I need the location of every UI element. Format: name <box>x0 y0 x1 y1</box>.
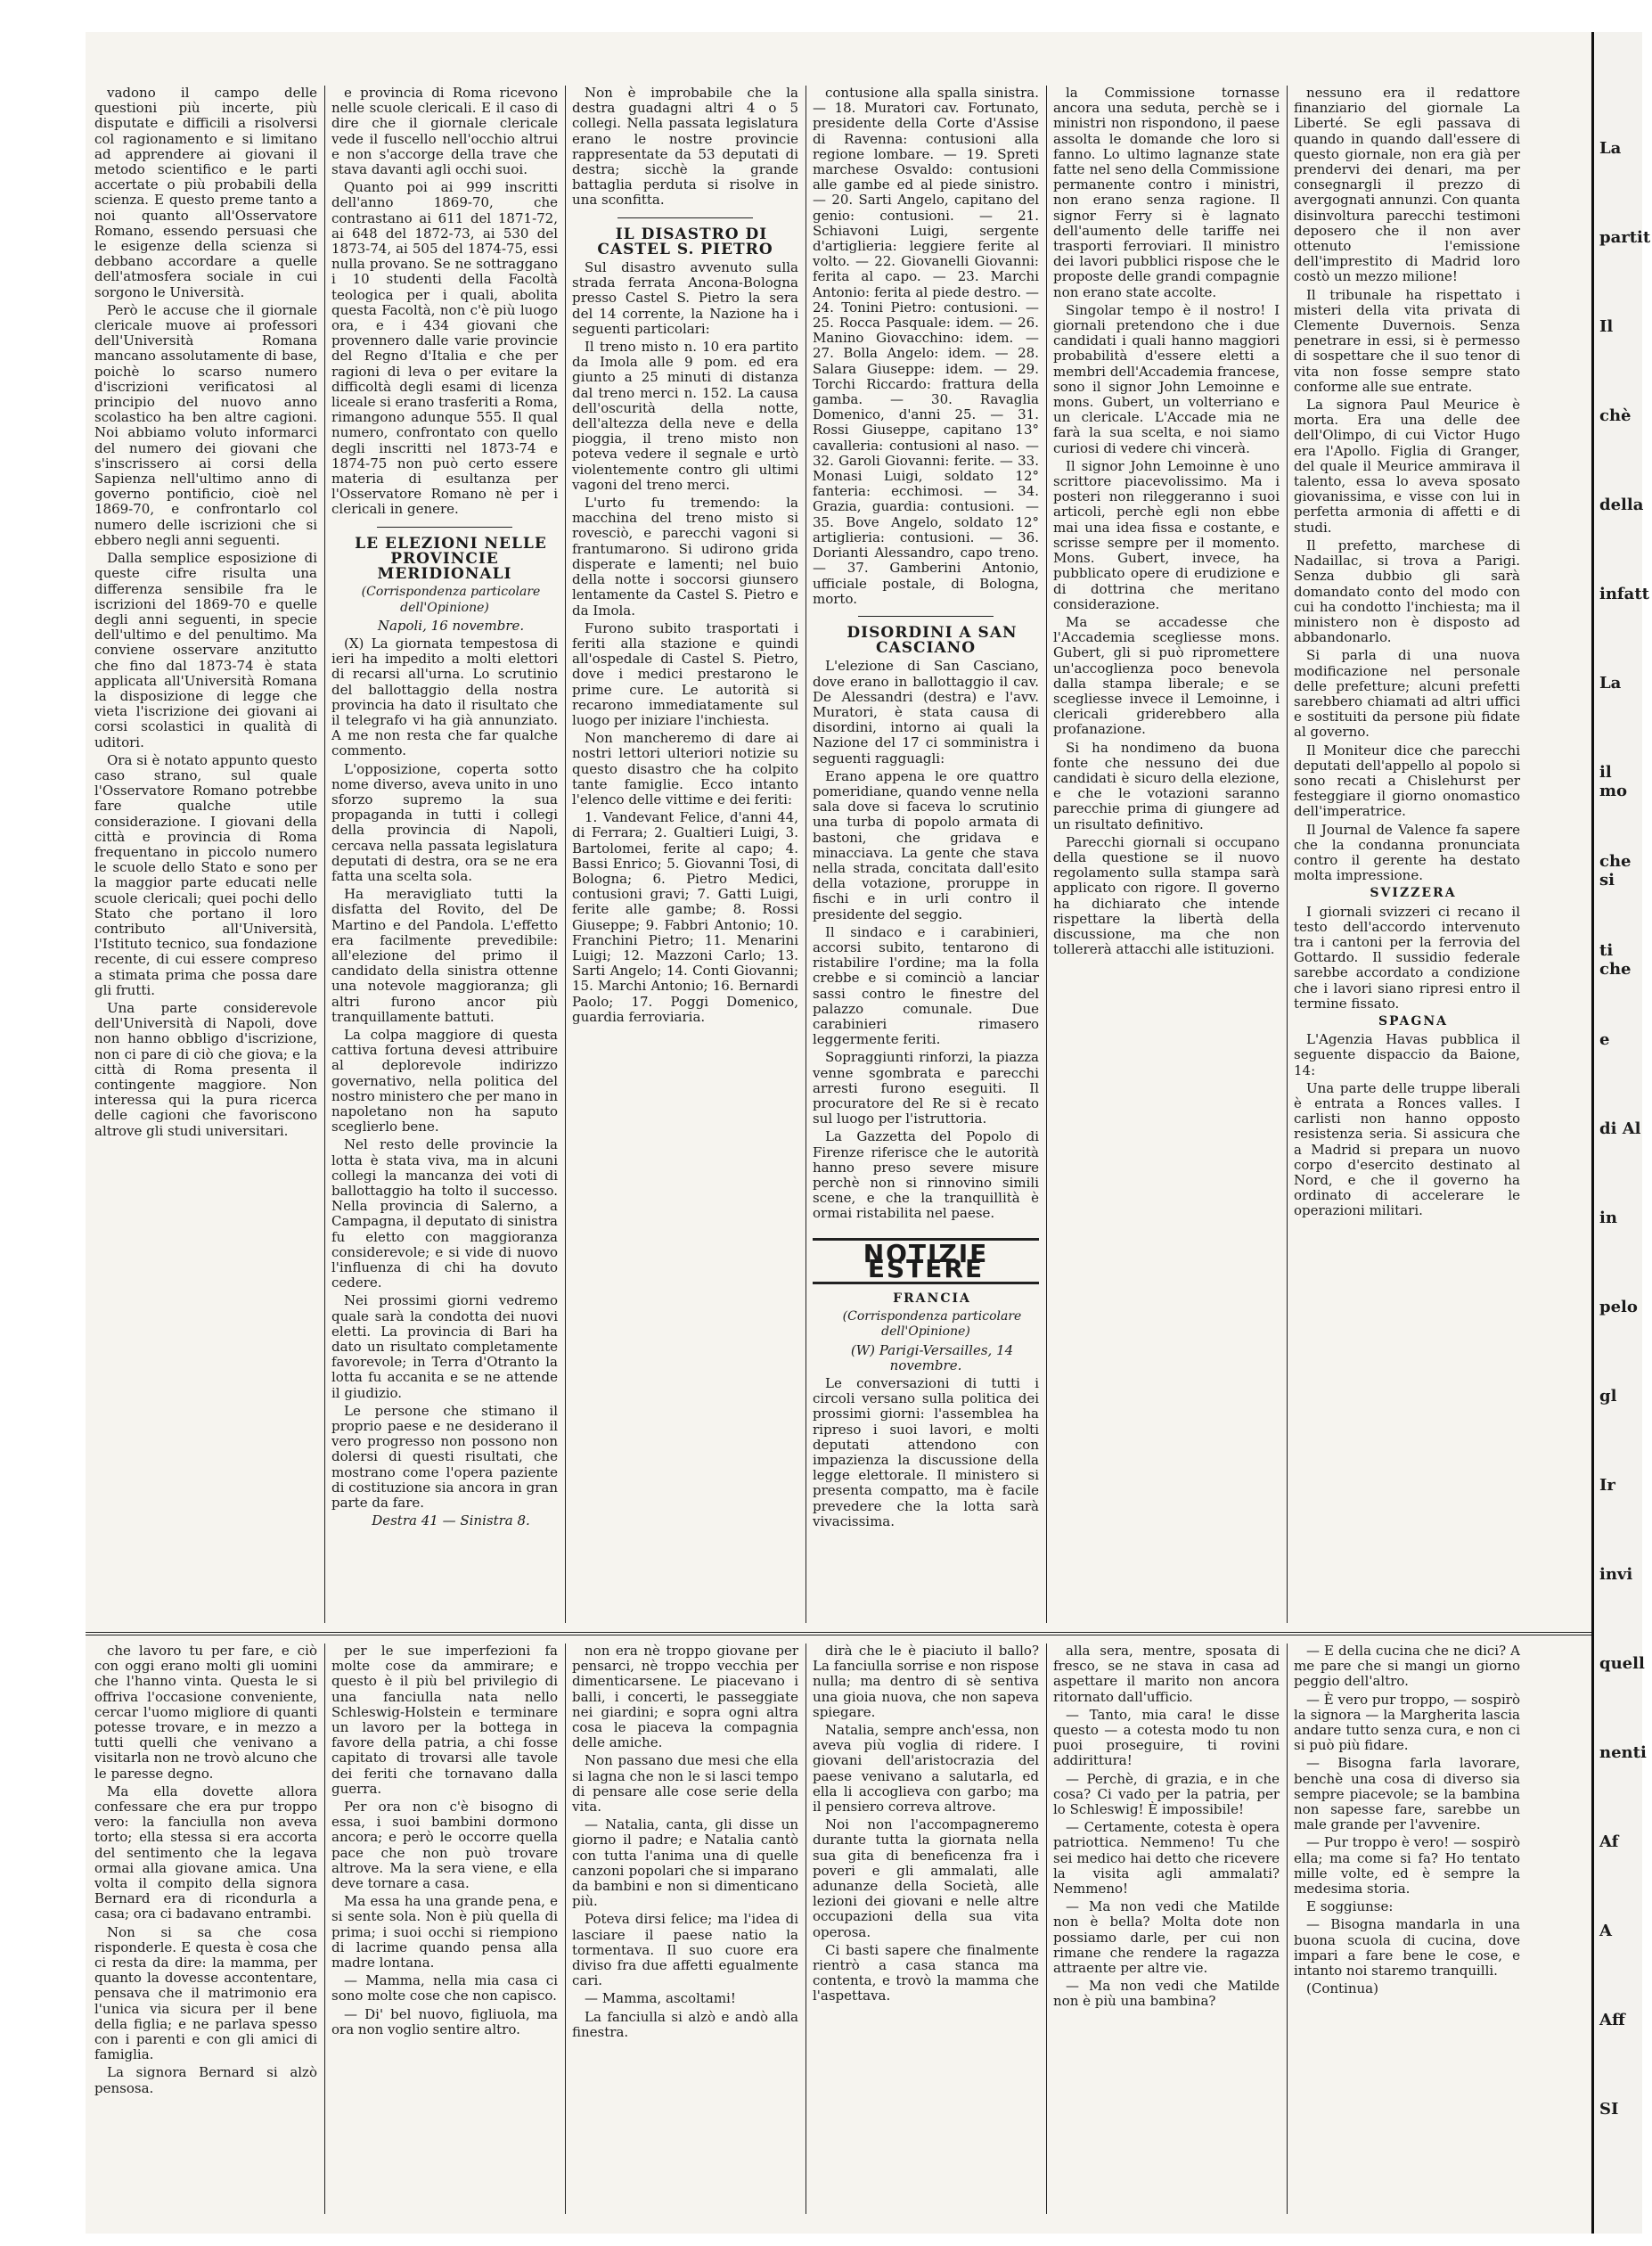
adjacent-page-fragment: invi <box>1599 1565 1633 1584</box>
adjacent-page-fragment: Aff <box>1599 2011 1625 2029</box>
story-paragraph: E soggiunse: <box>1306 1898 1394 1915</box>
adjacent-page-fragment: La <box>1599 674 1622 693</box>
article-paragraph: Sul disastro avvenuto sulla strada ferrata Ancona-Bologna presso Castel S. Pietro la sera del 14 corrente, la Nazione ha i seguenti particolari: <box>572 259 798 337</box>
story-paragraph: per le sue imperfezioni fa molte cose da ammirare; e questo è il più bel privilegio di una fanciulla nata nello Schleswig-Holstein e terminare un lavoro per la bottega in favore della patria, a chi fosse capitato di trovarsi alle tavole dei feriti che tornavano dalla guerra. <box>331 1643 558 1797</box>
feuilleton-column-1 <box>94 1644 317 2214</box>
adjacent-page-fragment: quell <box>1599 1654 1645 1673</box>
column-6 <box>1294 86 1520 1623</box>
story-paragraph: alla sera, mentre, sposata di fresco, se ne stava in casa ad aspettare il marito non ancora ritornato dall'ufficio. <box>1053 1643 1280 1705</box>
country-heading: SVIZZERA <box>1370 886 1457 901</box>
article-paragraph: La colpa maggiore di questa cattiva fortuna devesi attribuire al deplorevole indirizzo governativo, nella politica del nostro ministero che per mano in napoletano non ha saputo sceglierlo bene. <box>331 1026 558 1135</box>
adjacent-page-fragment: La <box>1599 139 1622 158</box>
article-paragraph: I giornali svizzeri ci recano il testo dell'accordo intervenuto tra i cantoni per la ferrovia del Gottardo. Il sussidio federale sarebbe accordato a condizione che i lavori siano ripresi entro il termine fissato. <box>1294 903 1520 1012</box>
section-divider <box>858 616 994 617</box>
article-paragraph: Il signor John Lemoinne è uno scrittore piacevolissimo. Ma i posteri non rileggeranno i suoi articoli, perchè egli non ebbe mai una idea fissa e costante, e scrisse sempre per il momento. Mons. Gubert, invece, ha pubblicato opere di erudizione e di dottrina che meritano considerazione. <box>1053 457 1280 612</box>
article-paragraph: Si ha nondimeno da buona fonte che nessuno dei due candidati è sicuro della elezione, e che le votazioni saranno parecchie prima di giungere ad un risultato definitivo. <box>1053 739 1280 832</box>
adjacent-page-fragment: della <box>1599 496 1644 514</box>
feuilleton-column-4 <box>813 1644 1039 2214</box>
column-rule <box>324 1644 325 2214</box>
article-paragraph: Nel resto delle provincie la lotta è stata viva, ma in alcuni collegi la mancanza dei voti di ballottaggio ha tolto il successo. Nella provincia di Salerno, a Campagna, il deputato di sinistra fu eletto con maggioranza considerevole; e si vide di nuovo l'influenza di chi ha dovuto cedere. <box>331 1136 558 1291</box>
adjacent-page-fragment: che si <box>1599 852 1632 889</box>
story-paragraph: — Natalia, canta, gli disse un giorno il padre; e Natalia cantò con tutta l'anima una di quelle canzoni popolari che si imparano da bambini e non si dimenticano più. <box>572 1816 798 1910</box>
article-paragraph: Non mancheremo di dare ai nostri lettori ulteriori notizie su questo disastro che ha colpito tante famiglie. Ecco intanto l'elenco delle vittime e dei feriti: <box>572 730 798 807</box>
story-paragraph: — Mamma, nella mia casa ci sono molte cose che non capisco. <box>331 1972 558 2004</box>
article-paragraph: Si parla di una nuova modificazione nel personale delle prefetture; alcuni prefetti sarebbero chiamati ad altri uffici e sostituiti da persone più fidate al governo. <box>1294 647 1520 741</box>
article-paragraph: Il sindaco e i carabinieri, accorsi subito, tentarono di ristabilire l'ordine; ma la folla crebbe e si cominciò a lanciar sassi contro le finestre del palazzo comunale. Due carabinieri rimasero leggermente feriti. <box>813 923 1039 1048</box>
article-headline: DISORDINI A SAN CASCIANO <box>846 623 1018 658</box>
adjacent-page-fragment: partit <box>1599 228 1651 247</box>
article-subhead: (Corrispondenza particolare dell'Opinione) <box>842 1309 1022 1340</box>
column-4 <box>813 86 1039 1623</box>
article-paragraph: Una parte considerevole dell'Università di Napoli, dove non hanno obbligo d'iscrizione, non ci pare di ciò che giova; e la città di Roma presenta il contingente maggiore. Non interessa qui la pura ricerca delle cagioni che favoriscono altrove gli studi universitari. <box>94 999 317 1139</box>
story-paragraph: Natalia, sempre anch'essa, non aveva più voglia di ridere. I giovani dell'aristocrazia del paese venivano a salutarla, ed ella li accoglieva con garbo; ma il pensiero correva altrove. <box>813 1722 1039 1816</box>
story-paragraph: Noi non l'accompagneremo durante tutta la giornata nella sua gita di beneficenza fra i poveri e gli ammalati, alle adunanze della Società, alle lezioni dei giovani e nelle altre occupazioni della sua vita operosa. <box>813 1816 1039 1940</box>
article-paragraph: Le persone che stimano il proprio paese e ne desiderano il vero progresso non possono non dolersi di questi risultati, che mostrano come l'opera paziente di costituzione sia ancora in gran parte da fare. <box>331 1402 558 1512</box>
adjacent-page-fragment: gl <box>1599 1387 1617 1406</box>
adjacent-page-fragment: Il <box>1599 317 1614 336</box>
story-paragraph: che lavoro tu per fare, e ciò con oggi erano molti gli uomini che l'hanno vinta. Questa le si offriva l'occasione conveniente, cercar l'uomo migliore di quanti potesse trovare, e in mezzo a tutti quelli che venivano a visitarla non ne trovò alcuno che le paresse degno. <box>94 1643 317 1782</box>
story-paragraph: — Ma non vedi che Matilde non è più una bambina? <box>1053 1978 1280 2010</box>
section-divider <box>617 217 753 218</box>
column-rule <box>1287 86 1288 1623</box>
newspaper-page <box>86 32 1591 2234</box>
article-dateline: (W) Parigi-Versailles, 14 novembre. <box>850 1341 1014 1373</box>
article-paragraph: Parecchi giornali si occupano della questione se il nuovo regolamento sulla stampa sarà applicato con rigore. Il governo ha dichiarato che intende rispettare la libertà della discussione, ma che non tollererà attacchi alle istituzioni. <box>1053 833 1280 958</box>
story-paragraph: — Certamente, cotesta è opera patriottica. Nemmeno! Tu che sei medico hai detto che ricevere la visita agli ammalati? Nemmeno! <box>1053 1819 1280 1898</box>
adjacent-page-fragment: Ir <box>1599 1476 1615 1495</box>
story-paragraph: — Tanto, mia cara! le disse questo — a cotesta modo tu non puoi proseguire, ti rovini addirittura! <box>1053 1706 1280 1769</box>
adjacent-page-fragment: il mo <box>1599 763 1628 800</box>
article-paragraph: Le conversazioni di tutti i circoli versano sulla politica dei prossimi giorni: l'assemblea ha ripreso i suoi lavori, e molti deputati attendono con impazienza la discussione della legge elettorale. Il ministero si presenta compatto, ma è facile prevedere che la lotta sarà vivacissima. <box>813 1375 1039 1529</box>
story-paragraph: dirà che le è piaciuto il ballo? La fanciulla sorrise e non rispose nulla; ma dentro di sè sentiva una gioia nuova, che non sapeva spiegare. <box>813 1643 1039 1720</box>
section-banner: NOTIZIE ESTERE <box>813 1238 1039 1284</box>
article-paragraph: La signora Paul Meurice è morta. Era una delle dee dell'Olimpo, di cui Victor Hugo era l'Apollo. Figlia di Granger, del quale il Meurice ammirava il talento, essa lo aveva sposato giovanissima, e visse con lui in perfetta armonia di affetti e di studi. <box>1294 397 1520 536</box>
feuilleton-column-6 <box>1294 1644 1520 2214</box>
story-paragraph: — Bisogna farla lavorare, benchè una cosa di diverso sia sempre piacevole; se la bambina non sapesse fare, sarebbe un male grande per l'avvenire. <box>1294 1755 1520 1833</box>
article-paragraph: Furono subito trasportati i feriti alla stazione e quindi all'ospedale di Castel S. Pietro, dove i medici prestarono le prime cure. Le autorità si recarono immediatamente sul luogo per iniziare l'inchiesta. <box>572 619 798 728</box>
article-paragraph: Il tribunale ha rispettato i misteri della vita privata di Clemente Duvernois. Senza penetrare in essi, si è permesso di sospettare che il suo tenor di vita non fosse sempre stato conforme alle sue entrate. <box>1294 286 1520 395</box>
adjacent-page-fragment: chè <box>1599 406 1632 425</box>
column-rule <box>565 86 566 1623</box>
story-paragraph: — Di' bel nuovo, figliuola, ma ora non voglio sentire altro. <box>331 2005 558 2037</box>
story-paragraph: — Mamma, ascoltami! <box>585 1990 736 2007</box>
article-paragraph: Il Moniteur dice che parecchi deputati dell'appello al popolo si sono recati a Chislehurst per festeggiare il giorno onomastico dell'imperatrice. <box>1294 742 1520 820</box>
article-paragraph: nessuno era il redattore finanziario del giornale La Liberté. Se egli passava di quando in quando dall'essere di questo giornale, non era già per prendervi dei denari, ma per consegnargli il prezzo di avergognati annunzi. Con quanta disinvoltura parecchi testimoni deposero che il non aver ottenuto l'emissione dell'imprestito di Madrid loro costò un mezzo milione! <box>1294 85 1520 285</box>
article-paragraph: Una parte delle truppe liberali è entrata a Ronces valles. I carlisti non hanno opposto resistenza seria. Si assicura che a Madrid si prepara un nuovo corpo d'esercito destinato al Nord, e che il governo ha ordinato di accelerare le operazioni militari. <box>1294 1079 1520 1219</box>
article-headline: LE ELEZIONI NELLE PROVINCIE MERIDIONALI <box>355 534 547 584</box>
story-paragraph: Ma essa ha una grande pena, e si sente sola. Non è più quella di prima; i suoi occhi si riempiono di lacrime quando pensa alla madre lontana. <box>331 1893 558 1971</box>
adjacent-page-fragment: nenti <box>1599 1743 1647 1762</box>
column-3 <box>572 86 798 1623</box>
article-paragraph: Però le accuse che il giornale clericale muove ai professori dell'Università Romana mancano assolutamente di base, poichè lo scarso numero d'iscrizioni verificatosi al principio del nuovo anno scolastico ha ben altre cagioni. Noi abbiamo voluto informarci del numero dei giovani che s'inscrissero ai corsi della Sapienza nell'ultimo anno di governo pontificio, cioè nel 1869-70, e confrontarlo col numero delle iscrizioni che si ebbero negli anni seguenti. <box>94 301 317 548</box>
column-rule <box>324 86 325 1623</box>
country-heading: SPAGNA <box>1378 1013 1449 1029</box>
article-paragraph: 1. Vandevant Felice, d'anni 44, di Ferrara; 2. Gualtieri Luigi, 3. Bartolomei, ferite al capo; 4. Bassi Enrico; 5. Giovanni Tosi, di Bologna; 6. Pietro Medici, contusioni gravi; 7. Gatti Luigi, ferite alle gambe; 8. Rossi Giuseppe; 9. Fabbri Antonio; 10. Franchini Pietro; 11. Menarini Luigi; 12. Mazzoni Carlo; 13. Sarti Angelo; 14. Conti Giovanni; 15. Marchi Antonio; 16. Bernardi Paolo; 17. Poggi Domenico, guardia ferroviaria. <box>572 809 798 1025</box>
story-paragraph: — E della cucina che ne dici? A me pare che si mangi un giorno peggio dell'altro. <box>1294 1643 1520 1690</box>
story-paragraph: Per ora non c'è bisogno di essa, i suoi bambini dormono ancora; e però le occorre quella pace che non può trovare altrove. Ma la sera viene, e ella deve tornare a casa. <box>331 1799 558 1892</box>
feuilleton-column-5 <box>1053 1644 1280 2214</box>
adjacent-page-fragment: infatt <box>1599 585 1649 603</box>
story-paragraph: Non si sa che cosa risponderle. E questa è cosa che ci resta da dire: la mamma, per quanto la dovesse accontentare, pensava che il matrimonio era l'unica via sicura per il bene della figlia; e ne parlava spesso con i parenti e con gli amici di famiglia. <box>94 1923 317 2063</box>
adjacent-page-fragment: ti che <box>1599 941 1632 979</box>
election-tally: Destra 41 — Sinistra 8. <box>372 1512 530 1529</box>
adjacent-page-fragment: Af <box>1599 1832 1619 1851</box>
article-paragraph: Ma se accadesse che l'Accademia scegliesse mons. Gubert, gli si può ripromettere un'accoglienza poco benevola dalla stampa liberale; e se scegliesse invece il Lemoinne, i clericali griderebbero alla profanazione. <box>1053 613 1280 738</box>
article-paragraph: La Gazzetta del Popolo di Firenze riferisce che le autorità hanno preso severe misure perchè non si rinnovino simili scene, e che la tranquillità è ormai ristabilita nel paese. <box>813 1128 1039 1222</box>
article-paragraph: (X) La giornata tempestosa di ieri ha impedito a molti elettori di recarsi all'urna. Lo scrutinio del ballottaggio della nostra provincia ha dato il risultato che il telegrafo vi ha già annunziato. A me non resta che far qualche commento. <box>331 635 558 759</box>
column-rule <box>1046 1644 1047 2214</box>
article-paragraph: Singolar tempo è il nostro! I giornali pretendono che i due candidati i quali hanno maggiori probabilità d'essere eletti a membri dell'Accademia francese, sono il signor John Lemoinne e mons. Gubert, un volterriano e un clericale. L'Accade mia ne farà la sua scelta, e noi siamo curiosi di vedere chi vincerà. <box>1053 301 1280 456</box>
article-paragraph: Il prefetto, marchese di Nadaillac, si trova a Parigi. Senza dubbio gli sarà domandato conto del modo con cui ha condotto l'inchiesta; ma il ministero non è disposto ad abbandonarlo. <box>1294 537 1520 646</box>
article-paragraph: Non è improbabile che la destra guadagni altri 4 o 5 collegi. Nella passata legislatura erano le nostre provincie rappresentate da 53 deputati di destra; sicchè la grande battaglia perduta si risolve in una sconfitta. <box>572 85 798 209</box>
adjacent-page-fragment: A <box>1599 1922 1612 1940</box>
story-paragraph: — Ma non vedi che Matilde non è bella? Molta dote non possiamo darle, per cui non rimane che rendere la ragazza attraente per altre vie. <box>1053 1898 1280 1977</box>
article-paragraph: la Commissione tornasse ancora una seduta, perchè se i ministri non rispondono, il paese assolta le domande che loro si fanno. Lo ultimo lagnanze state fatte nel seno della Commissione permanente contro i ministri, non erano senza ragione. Il signor Ferry si è lagnato dell'aumento delle tariffe nei trasporti ferroviari. Il ministro dei lavori pubblici rispose che le proposte delle grandi compagnie non erano state accolte. <box>1053 85 1280 300</box>
story-paragraph: — Bisogna mandarla in una buona scuola di cucina, dove impari a fare bene le cose, e intanto noi staremo tranquilli. <box>1294 1916 1520 1980</box>
story-paragraph: La signora Bernard si alzò pensosa. <box>94 2064 317 2096</box>
article-paragraph: L'opposizione, coperta sotto nome diverso, aveva unito in uno sforzo supremo la sua propaganda in tutti i collegi della provincia di Napoli, cercava nella passata legislatura deputati di destra, ora se ne era fatta una scelta sola. <box>331 760 558 884</box>
article-paragraph: contusione alla spalla sinistra. — 18. Muratori cav. Fortunato, presidente della Corte d'Assise di Ravenna: contusioni alla regione lombare. — 19. Spreti marchese Osvaldo: contusioni alle gambe ed al piede sinistro. — 20. Sarti Angelo, capitano del genio: contusioni. — 21. Schiavoni Luigi, sergente d'artiglieria: leggiere ferite al volto. — 22. Giovanelli Giovanni: ferita al capo. — 23. Marchi Antonio: ferita al piede destro. — 24. Tonini Pietro: contusioni. — 25. Rocca Pasquale: idem. — 26. Manino Giovacchino: idem. — 27. Bolla Angelo: idem. — 28. Salara Giuseppe: idem. — 29. Torchi Riccardo: frattura della gamba. — 30. Ravaglia Domenico, d'anni 25. — 31. Rossi Giuseppe, capitano 13° cavalleria: contusioni al naso. — 32. Garoli Giovanni: ferite. — 33. Monasi Luigi, soldato 12° fanteria: ecchimosi. — 34. Grazia, guardia: contusioni. — 35. Bove Angelo, soldato 12° artiglieria: contusioni. — 36. Dorianti Alessandro, capo treno. — 37. Gamberini Antonio, ufficiale postale, di Bologna, morto. <box>813 85 1039 607</box>
story-paragraph: Ci basti sapere che finalmente rientrò a casa stanca ma contenta, e trovò la mamma che l'aspettava. <box>813 1941 1039 2004</box>
article-paragraph: L'elezione di San Casciano, dove erano in ballottaggio il cav. De Alessandri (destra) e l'avv. Muratori, è stata causa di disordini, intorno ai quali la Nazione del 17 ci somministra i seguenti ragguagli: <box>813 658 1039 766</box>
column-5 <box>1053 86 1280 1623</box>
story-paragraph: Non passano due mesi che ella si lagna che non le si lasci tempo di pensare alle cose serie della vita. <box>572 1752 798 1816</box>
country-heading: FRANCIA <box>893 1291 971 1307</box>
feuilleton-divider <box>86 1632 1591 1635</box>
feuilleton-column-3 <box>572 1644 798 2214</box>
article-headline: IL DISASTRO DI CASTEL S. PIETRO <box>597 225 773 258</box>
article-paragraph: L'urto fu tremendo: la macchina del treno misto si rovesciò, e parecchi vagoni si frantumarono. Si udirono grida disperate e lamenti; nel buio della notte i soccorsi giunsero lentamente da Castel S. Pietro e da Imola. <box>572 495 798 619</box>
article-dateline: Napoli, 16 novembre. <box>377 617 525 634</box>
continued-note: (Continua) <box>1306 1980 1378 1997</box>
story-paragraph: non era nè troppo giovane per pensarci, nè troppo vecchia per dimenticarsene. Le piacevano i balli, i concerti, le passeggiate nei giardini; e sopra ogni altra cosa le piaceva la compagnia delle amiche. <box>572 1643 798 1751</box>
story-paragraph: — È vero pur troppo, — sospirò la signora — la Margherita lascia andare tutto senza cura, e non ci si può più fidare. <box>1294 1691 1520 1754</box>
article-paragraph: L'Agenzia Havas pubblica il seguente dispaccio da Baione, 14: <box>1294 1031 1520 1078</box>
column-1 <box>94 86 317 1623</box>
article-paragraph: Il treno misto n. 10 era partito da Imola alle 9 pom. ed era giunto a 25 minuti di distanza dal treno merci n. 152. La causa dell'oscurità della notte, dell'altezza della neve e della pioggia, il treno misto non poteva vedere il segnale e urtò violentemente contro gli ultimi vagoni del treno merci. <box>572 339 798 493</box>
feuilleton-column-2 <box>331 1644 558 2214</box>
article-paragraph: Ora si è notato appunto questo caso strano, sul quale l'Osservatore Romano potrebbe fare qualche utile considerazione. I giovani della città e provincia di Roma frequentano in piccolo numero le scuole dello Stato e sono per la maggior parte educati nelle scuole clericali; quei pochi dello Stato che portano il loro contributo all'Università, l'Istituto tecnico, sua fondazione recente, di cui essere compreso a stimata prima che possa dare gli frutti. <box>94 751 317 998</box>
adjacent-page-fragment: in <box>1599 1209 1617 1227</box>
article-paragraph: Nei prossimi giorni vedremo quale sarà la condotta dei nuovi eletti. La provincia di Bari ha dato un risultato completamente favorevole; in Terra d'Otranto la lotta fu accanita e se ne attende il giudizio. <box>331 1292 558 1401</box>
column-rule <box>1287 1644 1288 2214</box>
article-paragraph: Dalla semplice esposizione di queste cifre risulta una differenza sensibile fra le iscrizioni del 1869-70 e quelle degli anni seguenti, in specie dell'ultimo e del penultimo. Ma conviene osservare anzitutto che fino dal 1873-74 è stata applicata all'Università Romana la disposizione di legge che vieta l'iscrizione dei giovani ai corsi scolastici in qualità di uditori. <box>94 550 317 750</box>
article-subhead: (Corrispondenza particolare dell'Opinione) <box>361 585 541 615</box>
adjacent-page-fragment: di Al <box>1599 1119 1641 1138</box>
article-paragraph: Il Journal de Valence fa sapere che la condanna pronunciata contro il gerente ha destato molta impressione. <box>1294 821 1520 884</box>
column-rule <box>1046 86 1047 1623</box>
column-rule <box>565 1644 566 2214</box>
story-paragraph: Ma ella dovette allora confessare che era pur troppo vero: la fanciulla non aveva torto; ella stessa si era accorta del sentimento che la legava ormai alla giovane amica. Una volta il compito della signora Bernard era di ricondurla a casa; ora ci badavano entrambi. <box>94 1783 317 1922</box>
article-paragraph: Quanto poi ai 999 inscritti dell'anno 1869-70, che contrastano ai 611 del 1871-72, ai 648 del 1872-73, ai 530 del 1873-74, ai 505 del 1874-75, essi nulla provano. Se ne sottraggano i 10 studenti della Facoltà teologica per i quali, abolita questa Facoltà, non c'è più luogo ora, e i 434 giovani che provennero dalle varie provincie del Regno d'Italia e che per ragioni di leva o per evitare la difficoltà degli esami di licenza liceale si erano trasferiti a Roma, rimangono adunque 555. Il qual numero, confrontato con quello degli inscritti nel 1873-74 e 1874-75 non può certo essere materia di esultanza per l'Osservatore Romano nè per i clericali in genere. <box>331 179 558 518</box>
section-divider <box>377 527 512 528</box>
story-paragraph: — Pur troppo è vero! — sospirò ella; ma come si fa? Ho tentato mille volte, ed è sempre la medesima storia. <box>1294 1834 1520 1898</box>
adjacent-page-fragment: SI <box>1599 2100 1619 2119</box>
adjacent-page-fragment: pelo <box>1599 1298 1638 1316</box>
article-paragraph: e provincia di Roma ricevono nelle scuole clericali. E il caso di dire che il giornale clericale vede il fuscello nell'occhio altrui e non s'accorge della trave che stava davanti agli occhi suoi. <box>331 85 558 178</box>
adjacent-page-fragment: e <box>1599 1030 1610 1049</box>
adjacent-page-strip <box>1591 32 1651 2234</box>
story-paragraph: La fanciulla si alzò e andò alla finestra. <box>572 2008 798 2040</box>
story-paragraph: Poteva dirsi felice; ma l'idea di lasciare il paese natio la tormentava. Il suo cuore era diviso fra due affetti egualmente cari. <box>572 1911 798 1989</box>
article-paragraph: Ha meravigliato tutti la disfatta del Rovito, del De Martino e del Pandola. L'effetto era facilmente prevedibile: all'elezione del primo il candidato della sinistra ottenne una notevole maggioranza; gli altri furono ancor più tranquillamente battuti. <box>331 886 558 1025</box>
article-paragraph: vadono il campo delle questioni più incerte, più disputate e difficili a risolversi col ragionamento e si limitano ad apprendere ai giovani il metodo scientifico e le parti accertate o più probabili della scienza. E questo preme tanto a noi quanto all'Osservatore Romano, essendo persuasi che le esigenze della scienza si debbano accordare a quelle dell'atmosfera sociale in cui sorgono le Università. <box>94 85 317 300</box>
article-paragraph: Erano appena le ore quattro pomeridiane, quando venne nella sala dove si faceva lo scrutinio una turba di popolo armata di bastoni, che gridava e minacciava. La gente che stava nella strada, concitata dall'esito della votazione, proruppe in fischi e in urli contro il presidente del seggio. <box>813 767 1039 922</box>
story-paragraph: — Perchè, di grazia, e in che cosa? Ci vado per la patria, per lo Schleswig! È impossibile! <box>1053 1770 1280 1818</box>
article-paragraph: Sopraggiunti rinforzi, la piazza venne sgombrata e parecchi arresti furono eseguiti. Il procuratore del Re si è recato sul luogo per l'istruttoria. <box>813 1049 1039 1127</box>
column-2 <box>331 86 558 1623</box>
